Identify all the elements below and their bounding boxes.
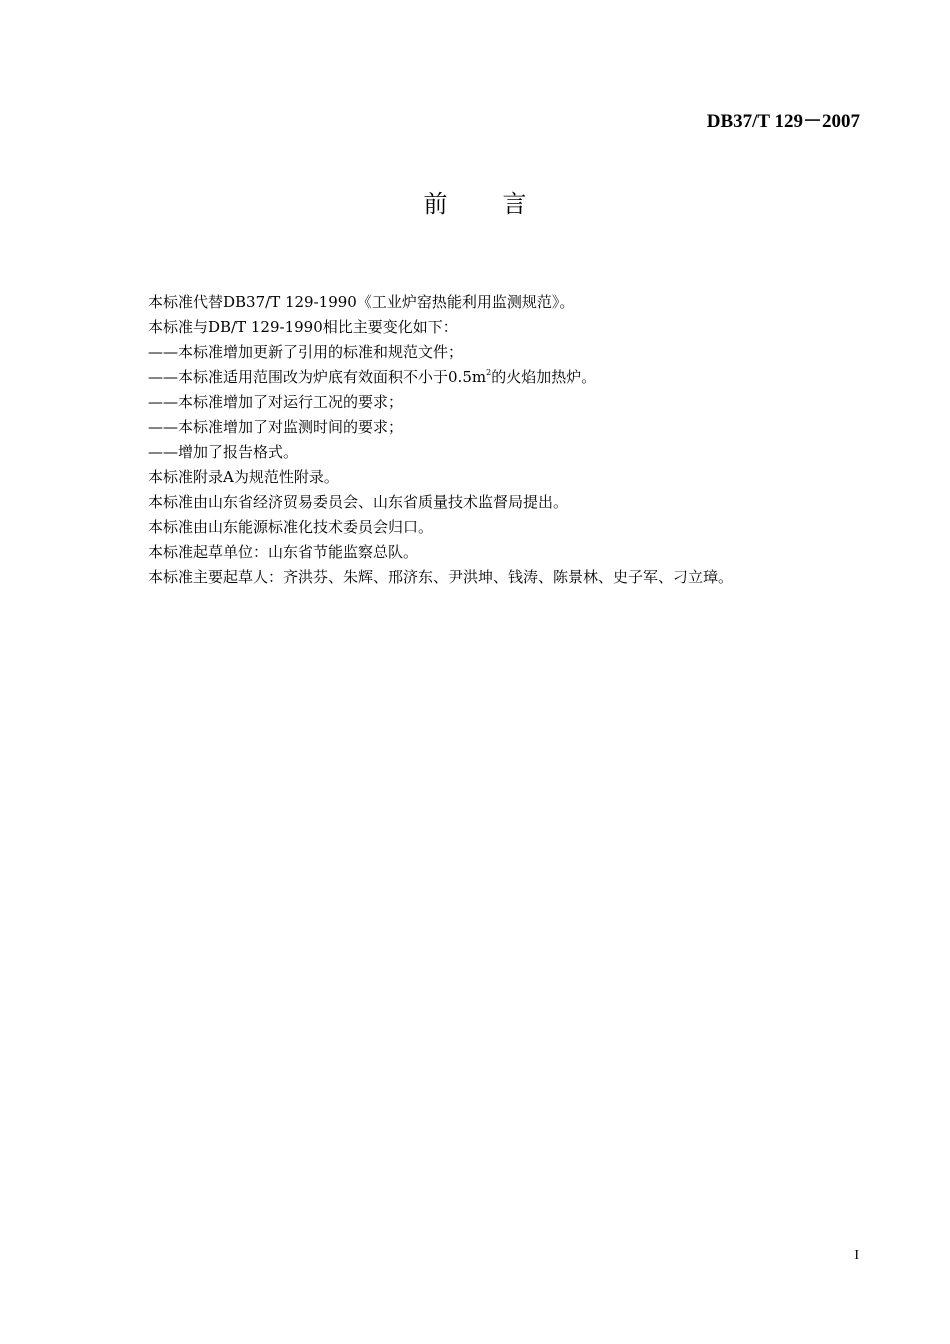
text-line: 本标准附录A为规范性附录。: [148, 468, 339, 486]
section-title: 前言: [423, 190, 582, 218]
text-segment: ——本标准适用范围改为炉底有效面积不小于0.5m: [148, 368, 487, 386]
text-line: 本标准主要起草人：齐洪芬、朱辉、邢济东、尹洪坤、钱涛、陈景林、史子军、刁立璋。: [148, 568, 734, 586]
standard-code: DB37/T 129－2007: [706, 111, 860, 132]
text-line: ——增加了报告格式。: [148, 443, 299, 461]
text-segment: 的火焰加热炉。: [491, 368, 597, 386]
text-line: [148, 365, 868, 390]
text-line: 本标准起草单位：山东省节能监察总队。: [148, 543, 419, 561]
text-line: 本标准由山东能源标准化技术委员会归口。: [148, 518, 434, 536]
superscript: 2: [486, 368, 492, 377]
text-line: ——本标准增加更新了引用的标准和规范文件；: [148, 343, 464, 361]
page-number: I: [854, 1248, 859, 1263]
text-line: ——本标准增加了对监测时间的要求；: [148, 418, 404, 436]
foreword-body: [148, 290, 868, 590]
text-line: 本标准与DB/T 129-1990相比主要变化如下：: [148, 318, 458, 336]
text-line: 本标准由山东省经济贸易委员会、山东省质量技术监督局提出。: [148, 493, 569, 511]
text-line: ——本标准增加了对运行工况的要求；: [148, 393, 404, 411]
text-line: 本标准代替DB37/T 129-1990《工业炉窑热能利用监测规范》。: [148, 293, 575, 311]
